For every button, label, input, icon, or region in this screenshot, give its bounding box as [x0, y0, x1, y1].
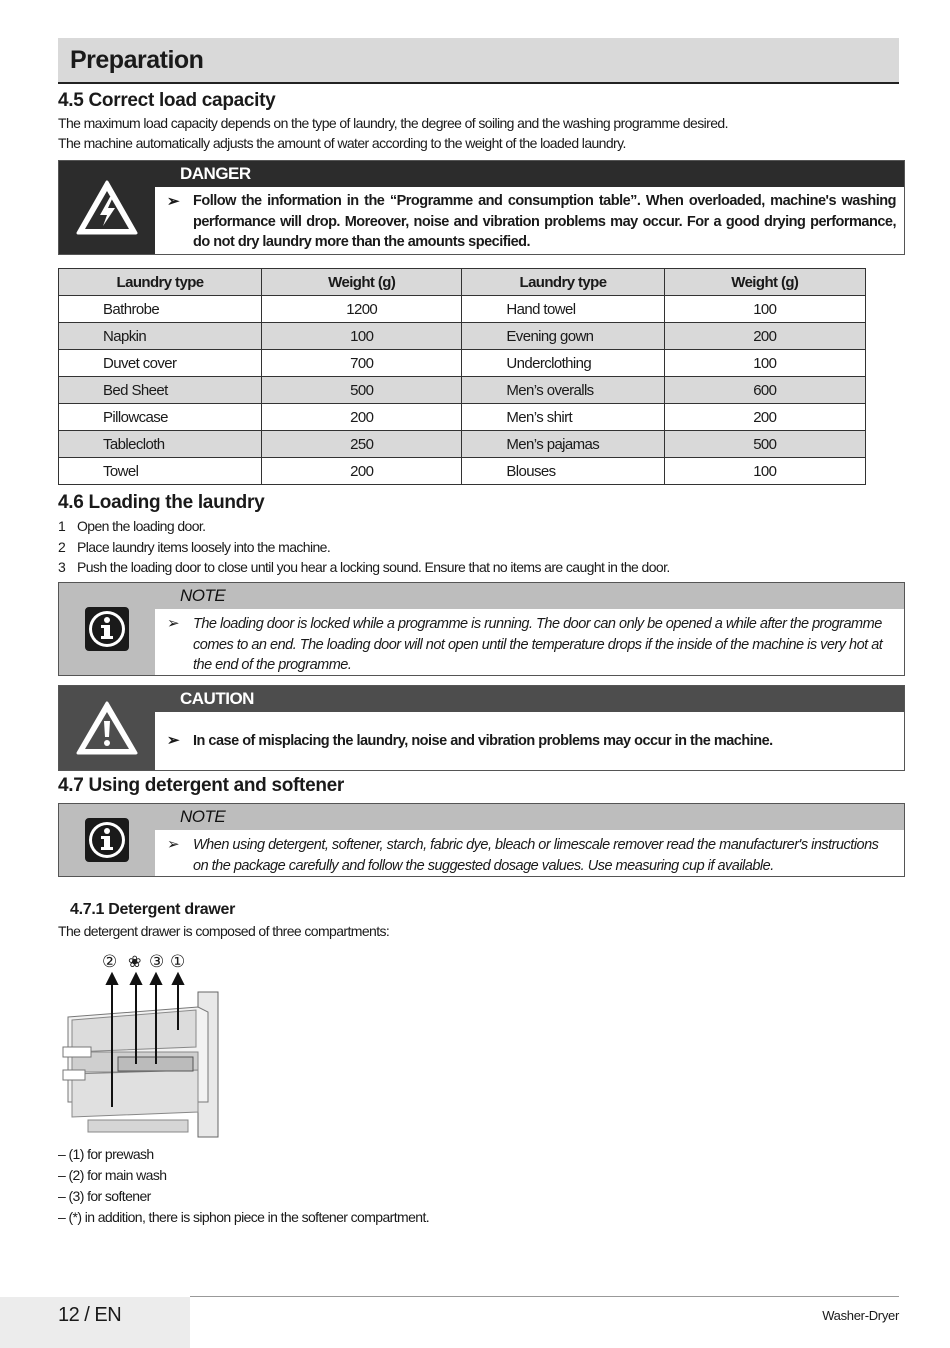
table-row [59, 458, 866, 485]
bullet-arrow-icon: ➢ [167, 732, 180, 749]
caution-icon-box [59, 686, 155, 770]
note-text: When using detergent, softener, starch, fabric dye, bleach or limescale remover read the manufacturer's instructions on the package carefully and follow the suggested dosage values. Use measuring cup if available. [193, 837, 879, 874]
paragraph: The maximum load capacity depends on the type of laundry, the degree of soiling and the washing programme desired. [58, 115, 728, 131]
header-bar [58, 38, 899, 84]
cell-laundry-type: Bathrobe [59, 296, 262, 323]
laundry-weight-table [58, 268, 866, 485]
cell-laundry-type: Men’s pajamas [462, 431, 664, 458]
caution-title: CAUTION [155, 686, 904, 712]
bullet-arrow-icon: ➢ [167, 193, 180, 210]
cell-laundry-type: Men’s overalls [462, 377, 664, 404]
cell-weight: 250 [262, 431, 462, 458]
list-item: – (2) for main wash [58, 1167, 167, 1183]
caution-callout [58, 685, 905, 771]
detergent-drawer-figure [58, 952, 228, 1142]
bullet-arrow-icon: ➢ [167, 615, 180, 632]
caution-text: In case of misplacing the laundry, noise and vibration problems may occur in the machine. [193, 733, 773, 749]
note-title: NOTE [155, 804, 904, 830]
note-icon-box [59, 804, 155, 876]
subsection-heading-4-7-1: 4.7.1 Detergent drawer [70, 901, 236, 918]
electric-hazard-icon [75, 179, 139, 237]
caution-body [155, 713, 904, 770]
table-header-row [59, 269, 866, 296]
table-row [59, 377, 866, 404]
cell-laundry-type: Bed Sheet [59, 377, 262, 404]
cell-laundry-type: Underclothing [462, 350, 664, 377]
danger-icon-box [59, 161, 155, 254]
section-heading-4-6: 4.6 Loading the laundry [58, 492, 265, 513]
cell-weight: 100 [262, 323, 462, 350]
cell-weight: 100 [664, 458, 865, 485]
footer-divider [190, 1296, 899, 1297]
figure-label-siphon: ❀ [128, 954, 142, 971]
loading-steps-list [58, 516, 670, 578]
cell-laundry-type: Blouses [462, 458, 664, 485]
list-item: 2 Place laundry items loosely into the machine. [58, 538, 331, 555]
figure-label-2: ② [102, 952, 118, 971]
cell-weight: 700 [262, 350, 462, 377]
note-body [155, 831, 904, 876]
page-number: 12 / EN [58, 1304, 122, 1326]
note-icon-box [59, 583, 155, 675]
cell-laundry-type: Napkin [59, 323, 262, 350]
danger-title: DANGER [155, 161, 904, 187]
section-heading-4-5: 4.5 Correct load capacity [58, 90, 276, 111]
paragraph: The machine automatically adjusts the amount of water according to the weight of the loaded laundry. [58, 135, 626, 151]
list-item: – (1) for prewash [58, 1146, 154, 1162]
cell-weight: 500 [664, 431, 865, 458]
column-header: Laundry type [462, 269, 664, 296]
figure-label-1: ① [170, 952, 186, 971]
paragraph: The detergent drawer is composed of three compartments: [58, 923, 390, 939]
cell-weight: 200 [664, 404, 865, 431]
list-item: – (3) for softener [58, 1188, 151, 1204]
compartment-list [58, 1144, 429, 1228]
cell-laundry-type: Duvet cover [59, 350, 262, 377]
list-item: 1 Open the loading door. [58, 518, 206, 534]
bullet-arrow-icon: ➢ [167, 836, 180, 853]
danger-body [155, 188, 904, 254]
column-header: Weight (g) [664, 269, 865, 296]
info-icon [84, 606, 130, 652]
note-title: NOTE [155, 583, 904, 609]
column-header: Laundry type [59, 269, 262, 296]
column-header: Weight (g) [262, 269, 462, 296]
table-row [59, 404, 866, 431]
danger-text: Follow the information in the “Programme and consumption table”. When overloaded, machine's washing performance will drop. Moreover, noise and vibration problems may occur. For a good drying performance, do not dry laundry more than the amounts specified. [193, 193, 896, 250]
cell-weight: 200 [664, 323, 865, 350]
product-name: Washer-Dryer [822, 1308, 899, 1323]
cell-laundry-type: Towel [59, 458, 262, 485]
cell-weight: 600 [664, 377, 865, 404]
note-body [155, 610, 904, 675]
cell-weight: 500 [262, 377, 462, 404]
warning-icon [75, 700, 139, 756]
figure-label-3: ③ [149, 952, 165, 971]
note-text: The loading door is locked while a programme is running. The door can only be opened a while after the programme comes to an end. The loading door will not open until the temperature drops if the inside of the machine is very hot at the end of the programme. [193, 616, 883, 673]
table-row [59, 323, 866, 350]
cell-weight: 1200 [262, 296, 462, 323]
cell-laundry-type: Men’s shirt [462, 404, 664, 431]
cell-laundry-type: Evening gown [462, 323, 664, 350]
cell-weight: 100 [664, 296, 865, 323]
cell-laundry-type: Hand towel [462, 296, 664, 323]
danger-callout [58, 160, 905, 255]
note-callout-loading [58, 582, 905, 676]
note-callout-detergent [58, 803, 905, 877]
cell-weight: 100 [664, 350, 865, 377]
list-item: 3 Push the loading door to close until you hear a locking sound. Ensure that no items are caught in the door. [58, 559, 670, 575]
list-item: – (*) in addition, there is siphon piece in the softener compartment. [58, 1209, 430, 1225]
cell-laundry-type: Pillowcase [59, 404, 262, 431]
section-heading-4-7: 4.7 Using detergent and softener [58, 775, 345, 796]
table-row [59, 296, 866, 323]
detergent-drawer-illustration [58, 952, 228, 1142]
cell-weight: 200 [262, 404, 462, 431]
table-row [59, 350, 866, 377]
cell-weight: 200 [262, 458, 462, 485]
page-title: Preparation [70, 46, 204, 74]
table-row [59, 431, 866, 458]
cell-laundry-type: Tablecloth [59, 431, 262, 458]
info-icon [84, 817, 130, 863]
